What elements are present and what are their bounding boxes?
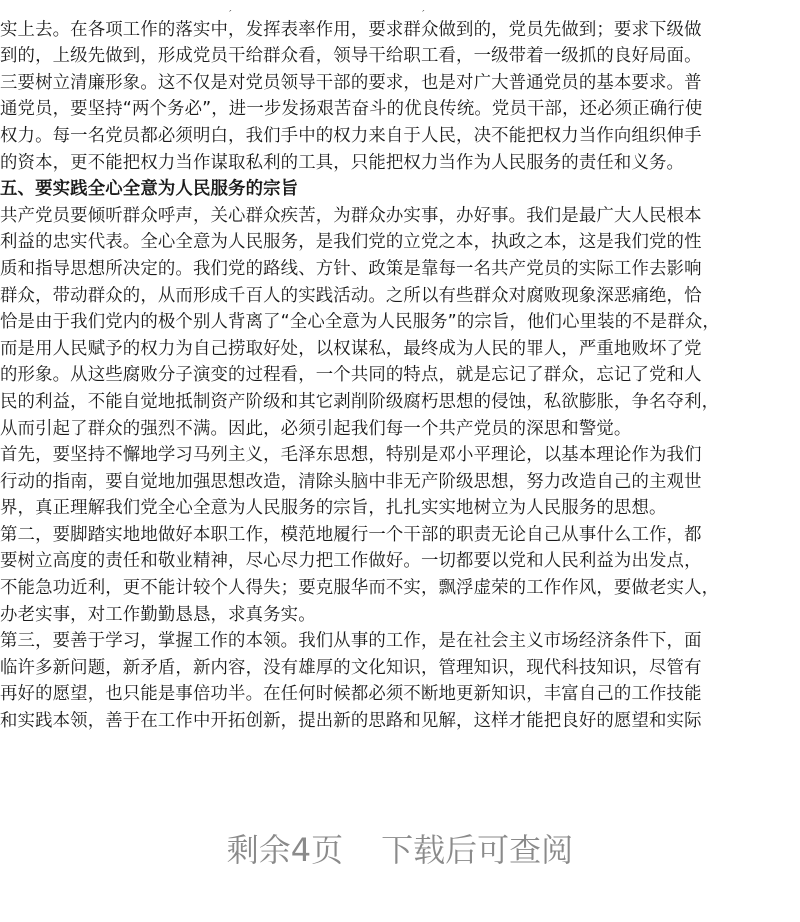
download-to-view-link[interactable]: 下载后可查阅: [381, 831, 574, 869]
paragraph-line: 办老实事，对工作勤勤恳恳，求真务实。: [0, 604, 316, 625]
paragraph-line: 首先，要坚持不懈地学习马列主义，毛泽东思想，特别是邓小平理论，以基本理论作为我们: [0, 445, 702, 466]
section-heading: 五、要实践全心全意为人民服务的宗旨: [0, 179, 299, 200]
remaining-pages-label: 剩余4页: [226, 831, 344, 869]
paragraph-line: 到的，上级先做到，形成党员干给群众看，领导干给职工看，一级带着一级抓的良好局面。: [0, 46, 702, 67]
paragraph-line: 的形象。从这些腐败分子演变的过程看，一个共同的特点，就是忘记了群众，忘记了党和人: [0, 365, 702, 386]
paragraph-line: 民的利益，不能自觉地抵制资产阶级和其它剥削阶级腐朽思想的侵蚀，私欲膨胀，争名夺利，: [0, 391, 720, 412]
paragraph-line: 再好的愿望，也只能是事倍功半。在任何时候都必须不断地更新知识，丰富自己的工作技能: [0, 684, 702, 705]
paragraph-line: 恰是由于我们党内的极个别人背离了“全心全意为人民服务”的宗旨，他们心里装的不是群众，: [0, 312, 720, 333]
paragraph-line: 实上去。在各项工作的落实中，发挥表率作用，要求群众做到的，党员先做到；要求下级做: [0, 19, 702, 40]
paragraph-line: 三要树立清廉形象。这不仅是对党员领导干部的要求，也是对广大普通党员的基本要求。普: [0, 72, 702, 93]
paragraph-line: 不能急功近利，更不能计较个人得失；要克服华而不实，飘浮虚荣的工作作风，要做老实人，: [0, 578, 720, 599]
paragraph-line: 通党员，要坚持“两个务必”，进一步发扬艰苦奋斗的优良传统。党员干部，还必须正确行使: [0, 99, 703, 120]
paragraph-line: 行动的指南，要自觉地加强思想改造，清除头脑中非无产阶级思想，努力改造自己的主观世: [0, 471, 702, 492]
paragraph-line: 群众，带动群众的，从而形成千百人的实践活动。之所以有些群众对腐败现象深恶痛绝，恰: [0, 285, 702, 306]
paragraph-line: 权力。每一名党员都必须明白，我们手中的权力来自于人民，决不能把权力当作向组织伸手: [0, 125, 702, 146]
top-crop: [0, 0, 800, 10]
paragraph-line: 临许多新问题，新矛盾，新内容，没有雄厚的文化知识，管理知识，现代科技知识，尽管有: [0, 657, 702, 678]
paragraph-line: 第三，要善于学习，掌握工作的本领。我们从事的工作，是在社会主义市场经济条件下，面: [0, 631, 702, 652]
paragraph-line: 共产党员要倾听群众呼声，关心群众疾苦，为群众办实事，办好事。我们是最广大人民根本: [0, 205, 702, 226]
paragraph-line: 第二，要脚踏实地地做好本职工作，模范地履行一个干部的职责无论自己从事什么工作，都: [0, 524, 702, 545]
paragraph-line: 而是用人民赋予的权力为自己捞取好处，以权谋私，最终成为人民的罪人，严重地败坏了党: [0, 338, 702, 359]
paragraph-line: 和实践本领，善于在工作中开拓创新，提出新的思路和见解，这样才能把良好的愿望和实际: [0, 711, 702, 732]
paragraph-line: 要树立高度的责任和敬业精神，尽心尽力把工作做好。一切都要以党和人民利益为出发点，: [0, 551, 702, 572]
paragraph-line: 从而引起了群众的强烈不满。因此，必须引起我们每一个共产党员的深思和警觉。: [0, 418, 632, 439]
paragraph-line: 界，真正理解我们党全心全意为人民服务的宗旨，扎扎实实地树立为人民服务的思想。: [0, 498, 667, 519]
download-prompt[interactable]: [0, 820, 800, 880]
paragraph-line: 的资本，更不能把权力当作谋取私利的工具，只能把权力当作为人民服务的责任和义务。: [0, 152, 685, 173]
paragraph-line: 利益的忠实代表。全心全意为人民服务，是我们党的立党之本，执政之本，这是我们党的性: [0, 232, 702, 253]
paragraph-line: 质和指导思想所决定的。我们党的路线、方针、政策是靠每一名共产党员的实际工作去影响: [0, 258, 702, 279]
